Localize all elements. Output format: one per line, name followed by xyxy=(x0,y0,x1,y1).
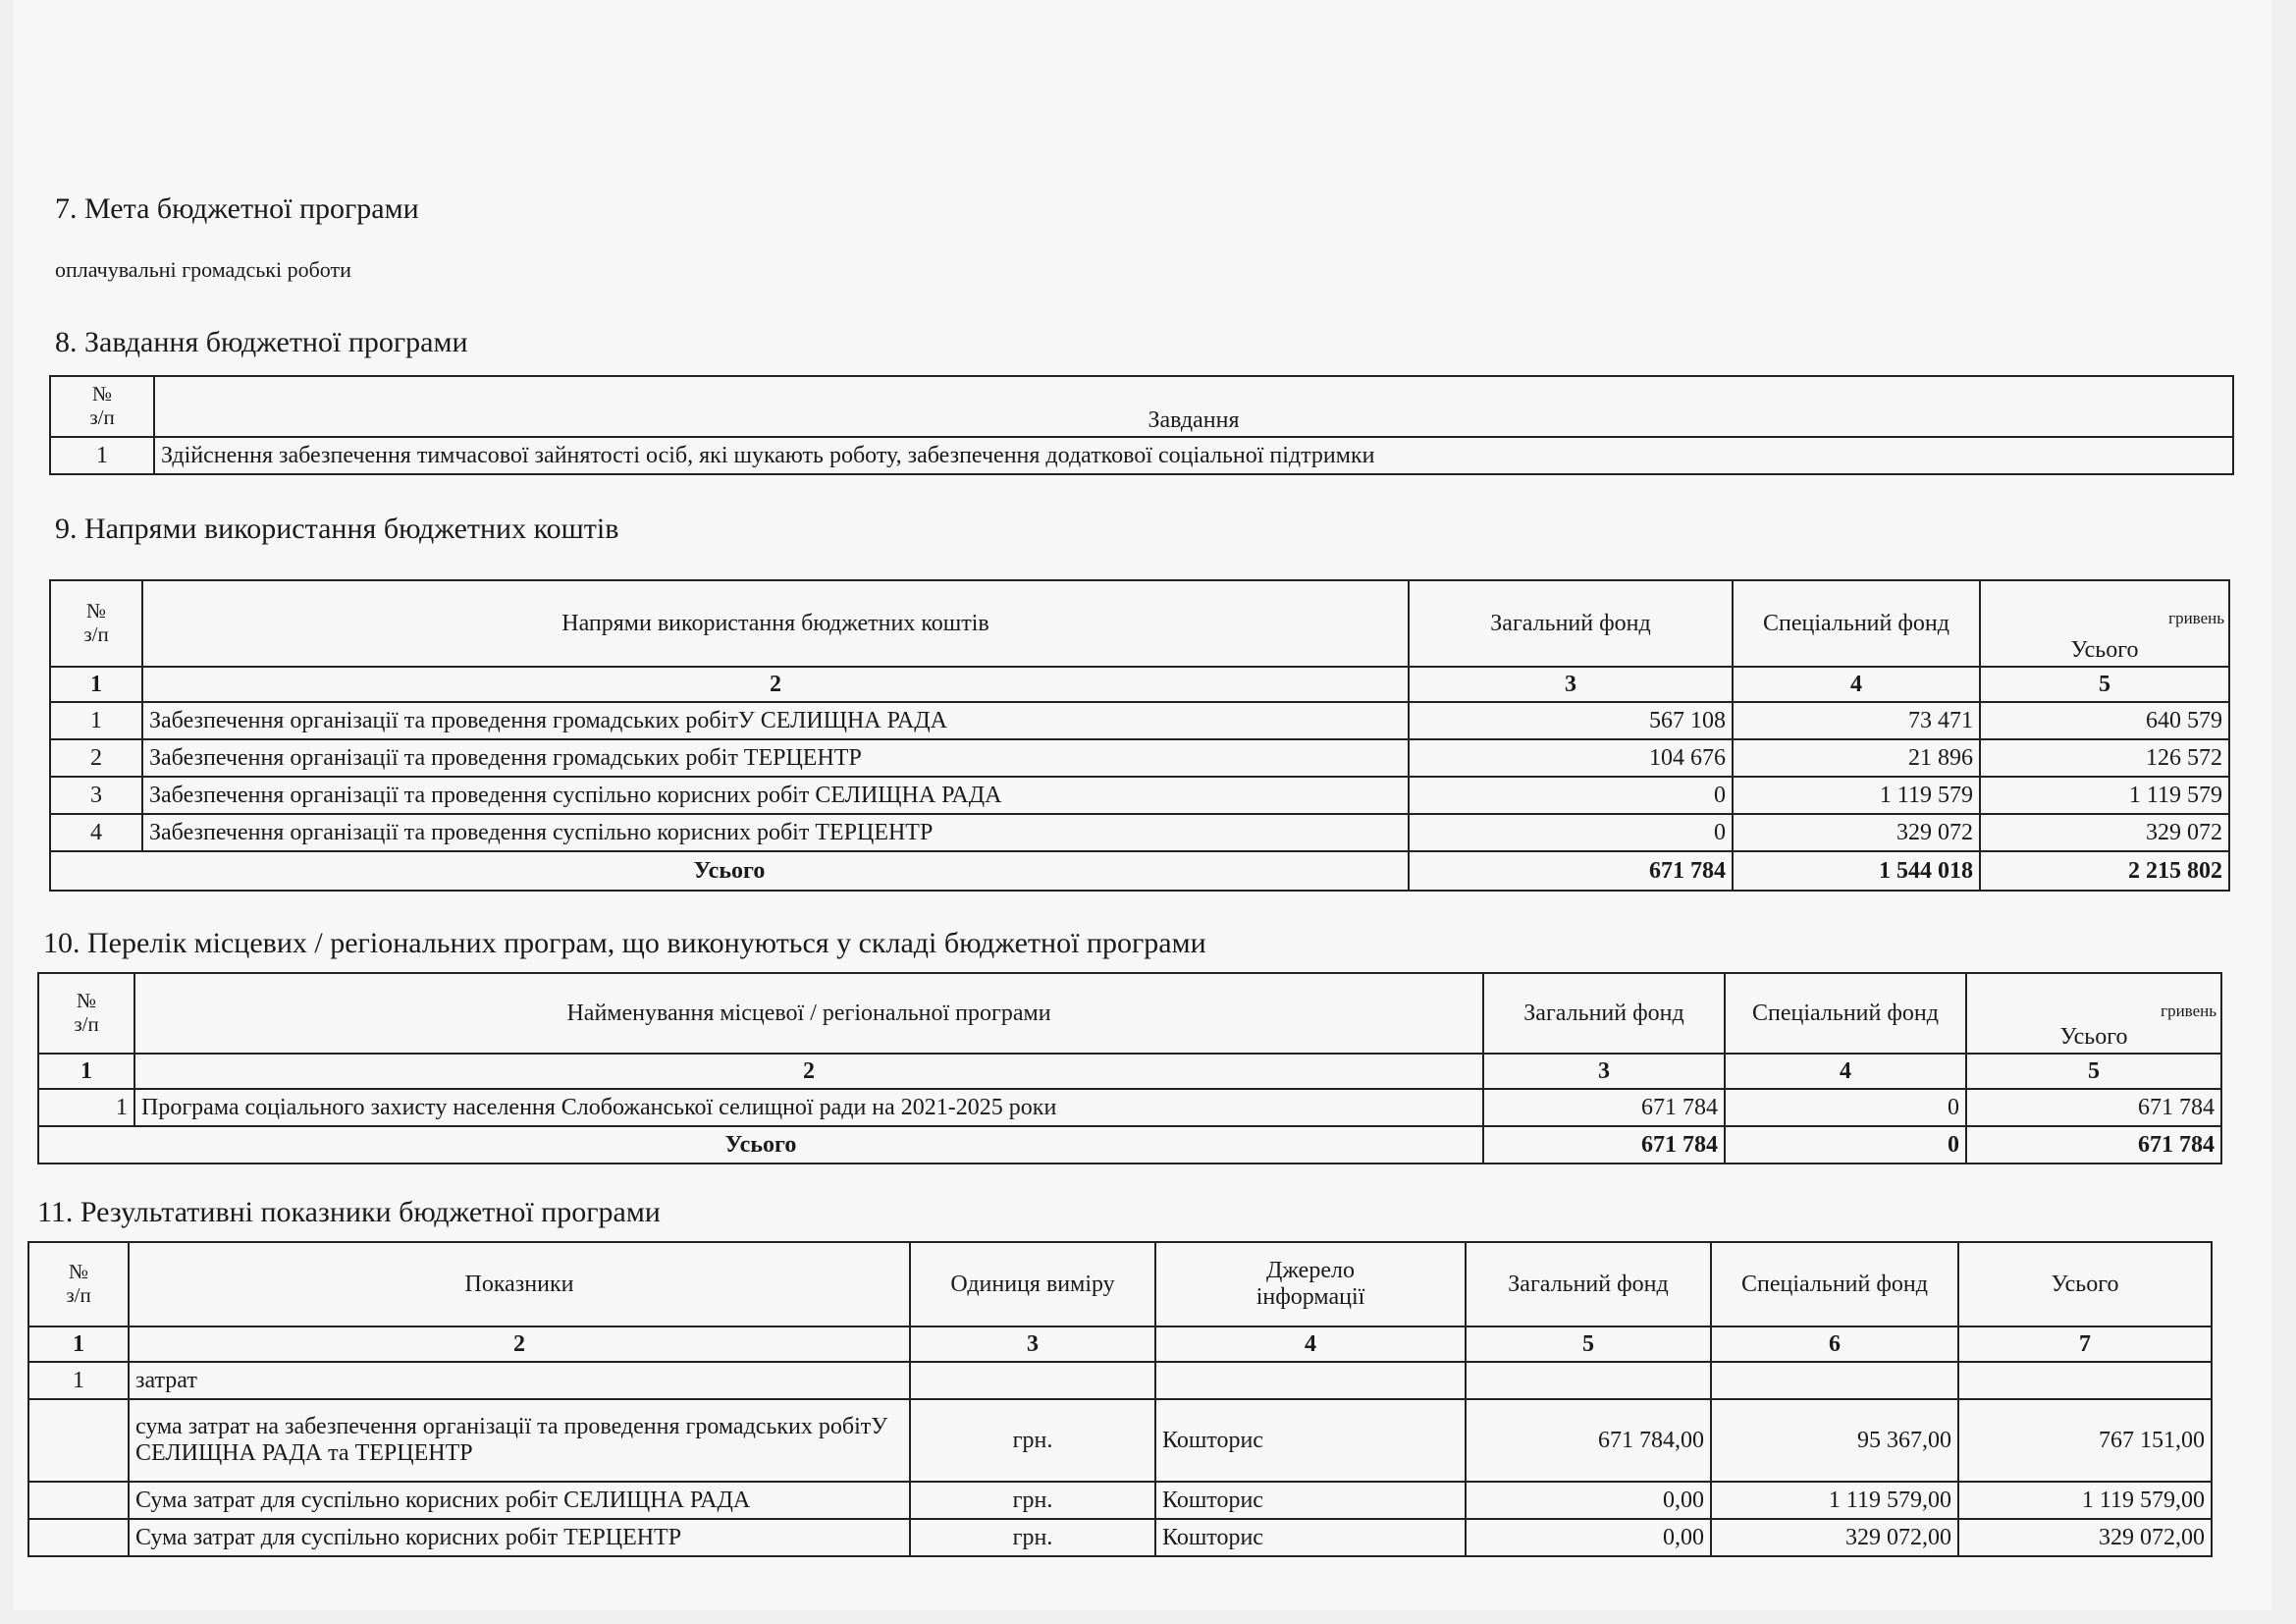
general-fund-value: 671 784 xyxy=(1483,1089,1725,1126)
total-value: 1 119 579 xyxy=(1980,777,2229,814)
table-row xyxy=(28,1399,2212,1482)
special-fund-value: 0 xyxy=(1725,1089,1966,1126)
column-header-direction: Напрями використання бюджетних коштів xyxy=(142,580,1409,667)
column-header-general-fund: Загальний фонд xyxy=(1466,1242,1711,1326)
table-row xyxy=(38,1089,2221,1126)
total-value: 126 572 xyxy=(1980,739,2229,777)
row-number: 2 xyxy=(50,739,142,777)
special-fund-total: 1 544 018 xyxy=(1733,851,1980,891)
column-header-total-label: Усього xyxy=(2070,637,2139,664)
column-header-total-label: Усього xyxy=(2059,1024,2128,1051)
row-number: 1 xyxy=(50,702,142,739)
unit-value: грн. xyxy=(910,1519,1155,1556)
column-number: 2 xyxy=(134,1054,1483,1089)
general-fund-value: 104 676 xyxy=(1409,739,1733,777)
total-value: 1 119 579,00 xyxy=(1958,1482,2212,1519)
direction-name: Забезпечення організації та проведення суспільно корисних робіт СЕЛИЩНА РАДА xyxy=(142,777,1409,814)
currency-unit-note: гривень xyxy=(2161,1001,2216,1020)
section-9-title: 9. Напрями використання бюджетних коштів xyxy=(55,513,619,545)
column-number: 6 xyxy=(1711,1326,1958,1362)
column-header-number: № з/п xyxy=(28,1242,129,1326)
column-number: 3 xyxy=(1409,667,1733,702)
indicator-name: Сума затрат для суспільно корисних робіт СЕЛИЩНА РАДА xyxy=(129,1482,910,1519)
direction-name: Забезпечення організації та проведення громадських робіт ТЕРЦЕНТР xyxy=(142,739,1409,777)
column-header-source: Джерело інформації xyxy=(1155,1242,1466,1326)
section-7-title: 7. Мета бюджетної програми xyxy=(55,192,419,225)
general-fund-total: 671 784 xyxy=(1483,1126,1725,1164)
general-fund-total: 671 784 xyxy=(1409,851,1733,891)
indicator-name: Сума затрат для суспільно корисних робіт ТЕРЦЕНТР xyxy=(129,1519,910,1556)
section-11-title: 11. Результативні показники бюджетної програми xyxy=(37,1196,661,1228)
column-header-general-fund: Загальний фонд xyxy=(1483,973,1725,1054)
section-7-goal-text: оплачувальні громадські роботи xyxy=(55,257,351,282)
performance-indicators-table xyxy=(27,1241,2213,1557)
special-fund-value: 73 471 xyxy=(1733,702,1980,739)
column-number: 3 xyxy=(1483,1054,1725,1089)
grand-total: 671 784 xyxy=(1966,1126,2221,1164)
column-header-number: № з/п xyxy=(50,580,142,667)
total-label: Усього xyxy=(50,851,1409,891)
total-value: 329 072,00 xyxy=(1958,1519,2212,1556)
column-header-total xyxy=(1966,973,2221,1054)
column-number: 5 xyxy=(1966,1054,2221,1089)
total-value: 671 784 xyxy=(1966,1089,2221,1126)
unit-value: грн. xyxy=(910,1482,1155,1519)
general-fund-value: 671 784,00 xyxy=(1466,1399,1711,1482)
column-number: 4 xyxy=(1155,1326,1466,1362)
column-number: 1 xyxy=(50,667,142,702)
column-number: 2 xyxy=(142,667,1409,702)
column-header-unit: Одиниця виміру xyxy=(910,1242,1155,1326)
column-header-task: Завдання xyxy=(154,376,2233,437)
special-fund-value: 329 072,00 xyxy=(1711,1519,1958,1556)
table-row xyxy=(50,702,2229,739)
special-fund-value: 329 072 xyxy=(1733,814,1980,851)
local-programs-table xyxy=(37,972,2222,1164)
column-header-total xyxy=(1980,580,2229,667)
task-text: Здійснення забезпечення тимчасової зайнятості осіб, які шукають роботу, забезпечення додаткової соціальної підтримки xyxy=(154,437,2233,474)
column-header-total: Усього xyxy=(1958,1242,2212,1326)
section-8-title: 8. Завдання бюджетної програми xyxy=(55,326,468,358)
column-number: 4 xyxy=(1733,667,1980,702)
special-fund-value: 95 367,00 xyxy=(1711,1399,1958,1482)
special-fund-value: 21 896 xyxy=(1733,739,1980,777)
table-row xyxy=(50,739,2229,777)
unit-value: грн. xyxy=(910,1399,1155,1482)
budget-directions-table xyxy=(49,579,2230,892)
column-number: 5 xyxy=(1980,667,2229,702)
column-header-special-fund: Спеціальний фонд xyxy=(1725,973,1966,1054)
special-fund-value: 1 119 579 xyxy=(1733,777,1980,814)
table-row xyxy=(28,1482,2212,1519)
column-number: 1 xyxy=(38,1054,134,1089)
column-header-special-fund: Спеціальний фонд xyxy=(1733,580,1980,667)
group-number: 1 xyxy=(28,1362,129,1399)
column-header-indicators: Показники xyxy=(129,1242,910,1326)
general-fund-value: 0 xyxy=(1409,777,1733,814)
source-value: Кошторис xyxy=(1155,1519,1466,1556)
column-header-number: № з/п xyxy=(38,973,134,1054)
direction-name: Забезпечення організації та проведення суспільно корисних робіт ТЕРЦЕНТР xyxy=(142,814,1409,851)
total-row xyxy=(50,851,2229,891)
total-value: 640 579 xyxy=(1980,702,2229,739)
table-row xyxy=(28,1519,2212,1556)
source-value: Кошторис xyxy=(1155,1399,1466,1482)
table-row xyxy=(50,777,2229,814)
row-number: 3 xyxy=(50,777,142,814)
column-number: 1 xyxy=(28,1326,129,1362)
column-header-program-name: Найменування місцевої / регіональної програми xyxy=(134,973,1483,1054)
table-row xyxy=(50,814,2229,851)
direction-name: Забезпечення організації та проведення громадських робітУ СЕЛИЩНА РАДА xyxy=(142,702,1409,739)
section-10-title: 10. Перелік місцевих / регіональних програм, що виконуються у складі бюджетної програми xyxy=(43,927,1206,959)
column-header-general-fund: Загальний фонд xyxy=(1409,580,1733,667)
total-value: 329 072 xyxy=(1980,814,2229,851)
column-number: 3 xyxy=(910,1326,1155,1362)
special-fund-total: 0 xyxy=(1725,1126,1966,1164)
total-row xyxy=(38,1126,2221,1164)
general-fund-value: 0 xyxy=(1409,814,1733,851)
currency-unit-note: гривень xyxy=(2168,609,2224,627)
general-fund-value: 567 108 xyxy=(1409,702,1733,739)
total-label: Усього xyxy=(38,1126,1483,1164)
row-number: 4 xyxy=(50,814,142,851)
general-fund-value: 0,00 xyxy=(1466,1519,1711,1556)
grand-total: 2 215 802 xyxy=(1980,851,2229,891)
group-name: затрат xyxy=(129,1362,910,1399)
source-value: Кошторис xyxy=(1155,1482,1466,1519)
tasks-table xyxy=(49,375,2234,475)
column-number: 4 xyxy=(1725,1054,1966,1089)
total-value: 767 151,00 xyxy=(1958,1399,2212,1482)
general-fund-value: 0,00 xyxy=(1466,1482,1711,1519)
special-fund-value: 1 119 579,00 xyxy=(1711,1482,1958,1519)
column-header-number: № з/п xyxy=(50,376,154,437)
row-number: 1 xyxy=(38,1089,134,1126)
column-number: 2 xyxy=(129,1326,910,1362)
group-row xyxy=(28,1362,2212,1399)
column-header-special-fund: Спеціальний фонд xyxy=(1711,1242,1958,1326)
row-number: 1 xyxy=(50,437,154,474)
table-row xyxy=(50,437,2233,474)
column-number: 5 xyxy=(1466,1326,1711,1362)
column-number: 7 xyxy=(1958,1326,2212,1362)
indicator-name: сума затрат на забезпечення організації та проведення громадських робітУ СЕЛИЩНА РАДА та ТЕРЦЕНТР xyxy=(129,1399,910,1482)
program-name: Програма соціального захисту населення Слобожанської селищної ради на 2021-2025 роки xyxy=(134,1089,1483,1126)
